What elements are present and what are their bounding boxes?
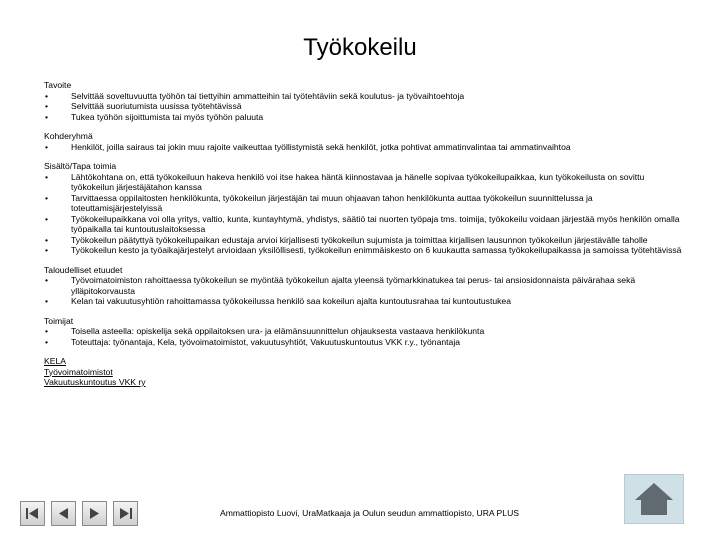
footer-text: Ammattiopisto Luovi, UraMatkaaja ja Oulun seudun ammattiopisto, URA PLUS [220, 508, 520, 518]
bullet-text: Kelan tai vakuutusyhtiön rahoittamassa työkokeilussa henkilö saa kokeilun ajalta kuntoutusrahaa tai kuntoutustukea [71, 296, 511, 306]
bullet-list [44, 142, 684, 153]
bullet-text: Lähtökohtana on, että työkokeiluun hakeva henkilö voi itse hakea häntä kiinnostavaa ja hänelle sopivaa työkokeilupaikkaa, kun työkokeilusta on sovittu työkokeilun järjestäjätahon kanssa [71, 171, 645, 192]
bullet-item [44, 193, 684, 214]
section-heading: Kohderyhmä [44, 131, 93, 141]
section [44, 131, 684, 152]
first-slide-button[interactable] [20, 501, 45, 526]
bullet-marker: • [45, 141, 49, 152]
bullet-text: Tukea työhön sijoittumista tai myös työhön paluuta [71, 111, 264, 122]
section-heading: Sisältö/Tapa toimia [44, 161, 117, 171]
section-heading: Taloudelliset etuudet [44, 264, 123, 275]
bullet-item [44, 112, 684, 123]
bullet-text: Toisella asteella: opiskelija sekä oppilaitoksen ura- ja elämänsuunnittelun ohjauksesta vastaava henkilökunta [71, 326, 485, 336]
bullet-text: Toteuttaja: työnantaja, Kela, työvoimatoimistot, vakuutusyhtiöt, Vakuutuskuntoutus VKK r.y., työnantaja [71, 336, 461, 347]
bullet-text: Selvittää soveltuvuutta työhön tai tiettyihin ammatteihin tai työtehtäviin sekä koulutus- ja työvaihtoehtoja [71, 90, 465, 101]
bullet-item [44, 337, 684, 348]
link-tyovoimatoimistot[interactable]: Työvoimatoimistot [44, 366, 113, 377]
bullet-text: Työvoimatoimiston rahoittaessa työkokeilun se myöntää työkokeilun ajalta yleensä työmarkkinatukea tai perus- tai ansiosidonnaista päivärahaa sekä ylläpitokorvausta [71, 275, 636, 296]
home-icon [632, 480, 676, 518]
bullet-marker: • [45, 296, 49, 306]
section [44, 161, 684, 256]
bullet-item [44, 91, 684, 102]
bullet-marker: • [45, 213, 49, 224]
slide-title: Työkokeilu [303, 34, 417, 61]
section-heading: Toimijat [44, 315, 74, 326]
slide-content [44, 80, 684, 388]
first-slide-icon [25, 506, 40, 521]
bullet-text: Työkokeilupaikkana voi olla yritys, valtio, kunta, kuntayhtymä, yhdistys, säätiö tai nuorten työpaja tms. toimija, työkokeilu voidaan järjestää myös henkilön omalla työpaikalla tai kuntoutuslaitoksessa [71, 213, 680, 234]
bullet-list [44, 326, 684, 347]
link-kela[interactable]: KELA [44, 356, 66, 366]
bullet-marker: • [45, 245, 49, 255]
bullet-text: Henkilöt, joilla sairaus tai jokin muu rajoite vaikeuttaa työllistymistä sekä henkilöt, jotka pohtivat ammatinvalintaa tai ammatinvaihtoa [71, 141, 571, 152]
previous-slide-icon [56, 506, 71, 521]
bullet-marker: • [45, 234, 49, 245]
bullet-item [44, 101, 684, 112]
section [44, 316, 684, 348]
home-button[interactable] [624, 474, 684, 524]
bullet-list [44, 91, 684, 123]
bullet-text: Selvittää suoriutumista uusissa työtehtävissä [71, 101, 242, 111]
bullet-list [44, 275, 684, 307]
bullet-item [44, 235, 684, 246]
bullet-list [44, 172, 684, 256]
last-slide-icon [118, 506, 133, 521]
next-slide-icon [87, 506, 102, 521]
bullet-item [44, 296, 684, 307]
bullet-marker: • [45, 101, 49, 111]
bullet-marker: • [45, 111, 49, 122]
slide-navigation [20, 501, 138, 526]
bullet-marker: • [45, 326, 49, 336]
sections-container [44, 80, 684, 347]
section-heading: Tavoite [44, 80, 72, 90]
bullet-marker: • [45, 90, 49, 101]
bullet-item [44, 326, 684, 337]
section [44, 80, 684, 122]
bullet-marker: • [45, 171, 49, 182]
bullet-item [44, 245, 684, 256]
last-slide-button[interactable] [113, 501, 138, 526]
links-list [44, 356, 684, 388]
bullet-text: Työkokeilun päätyttyä työkokeilupaikan edustaja arvioi kirjallisesti työkokeilun sujumista ja toimittaa kirjallisen lausunnon työkokeilun järjestävälle taholle [71, 234, 648, 245]
bullet-item [44, 172, 684, 193]
bullet-text: Tarvittaessa oppilaitosten henkilökunta, työkokeilun järjestäjän tai muun ohjaavan tahon henkilökunta auttaa työkokeilun suunnittelussa ja toteuttamisjärjestelyissä [71, 192, 593, 213]
bullet-item [44, 142, 684, 153]
bullet-item [44, 275, 684, 296]
section [44, 265, 684, 307]
bullet-marker: • [45, 192, 49, 203]
bullet-marker: • [45, 336, 49, 347]
bullet-marker: • [45, 275, 49, 285]
bullet-item [44, 214, 684, 235]
bullet-text: Työkokeilun kesto ja työaikajärjestelyt arvioidaan yksilöllisesti, työkokeilun enimmäiskesto on 6 kuukautta samassa työkokeilupaikassa ja samoissa työtehtävissä [71, 245, 682, 255]
previous-slide-button[interactable] [51, 501, 76, 526]
next-slide-button[interactable] [82, 501, 107, 526]
link-vakuutuskuntoutus[interactable]: Vakuutuskuntoutus VKK ry [44, 377, 146, 387]
